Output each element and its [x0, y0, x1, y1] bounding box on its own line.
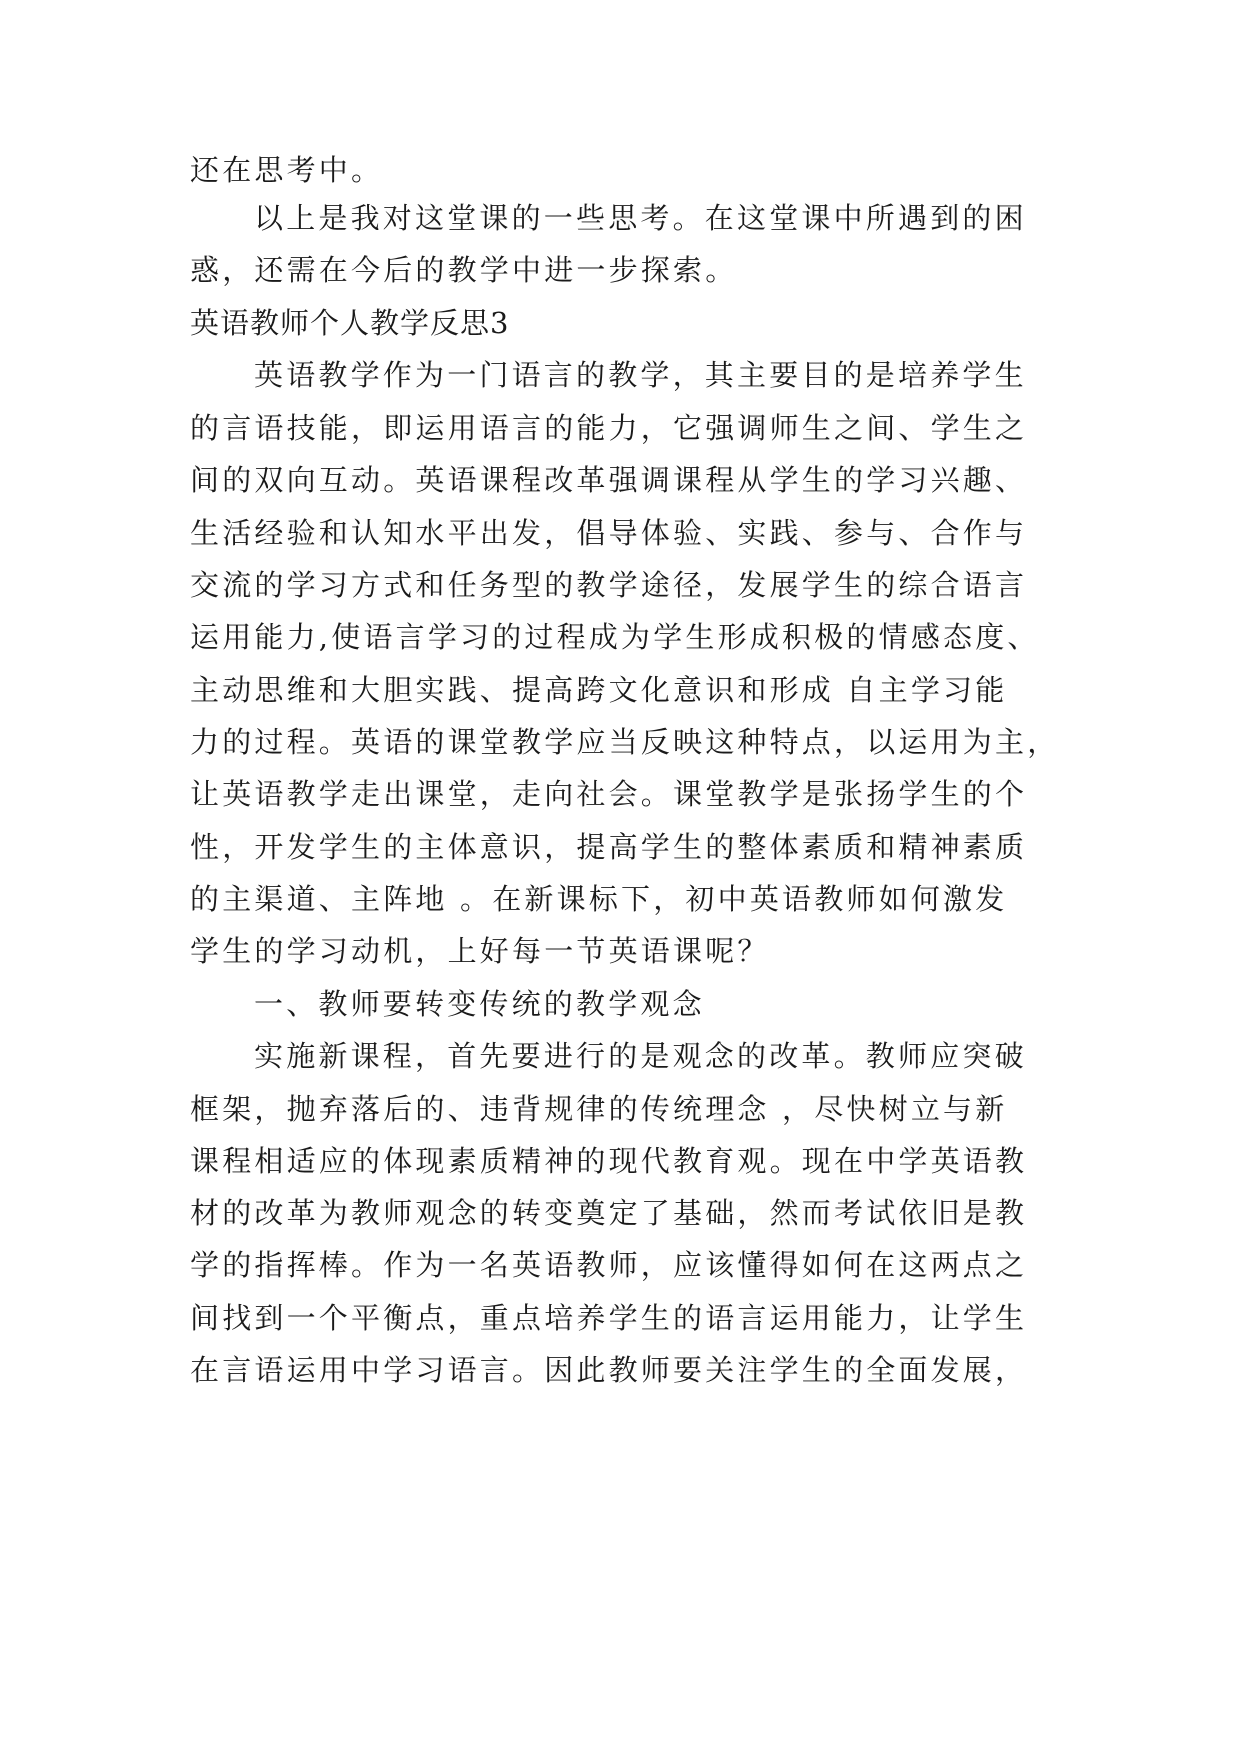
text-line: 主动思维和大胆实践、提高跨文化意识和形成 自主学习能 [190, 673, 1008, 707]
text-line: 学生的学习动机，上好每一节英语课呢？ [190, 934, 770, 968]
text-line: 课程相适应的体现素质精神的现代教育观。现在中学英语教 [190, 1144, 1028, 1178]
text-line: 在言语运用中学习语言。因此教师要关注学生的全面发展， [190, 1353, 1028, 1387]
text-line: 还在思考中。 [190, 153, 384, 187]
text-line: 以上是我对这堂课的一些思考。在这堂课中所遇到的困 [254, 201, 1027, 235]
text-line: 间找到一个平衡点，重点培养学生的语言运用能力，让学生 [190, 1301, 1028, 1335]
text-line: 的主渠道、主阵地 。在新课标下，初中英语教师如何激发 [190, 882, 1008, 916]
text-line: 运用能力,使语言学习的过程成为学生形成积极的情感态度、 [190, 620, 1040, 654]
text-line: 让英语教学走出课堂，走向社会。课堂教学是张扬学生的个 [190, 777, 1028, 811]
text-line: 交流的学习方式和任务型的教学途径，发展学生的综合语言 [190, 568, 1028, 602]
text-line: 力的过程。英语的课堂教学应当反映这种特点，以运用为主， [190, 725, 1060, 759]
section-subheading: 一、教师要转变传统的教学观念 [254, 987, 705, 1021]
text-line: 学的指挥棒。作为一名英语教师，应该懂得如何在这两点之 [190, 1248, 1028, 1282]
text-line: 材的改革为教师观念的转变奠定了基础，然而考试依旧是教 [190, 1196, 1028, 1230]
section-heading: 英语教师个人教学反思3 [190, 306, 510, 340]
text-line: 实施新课程，首先要进行的是观念的改革。教师应突破 [254, 1039, 1027, 1073]
text-line: 的言语技能，即运用语言的能力，它强调师生之间、学生之 [190, 411, 1028, 445]
text-line: 英语教学作为一门语言的教学，其主要目的是培养学生 [254, 358, 1027, 392]
text-line: 惑，还需在今后的教学中进一步探索。 [190, 253, 738, 287]
text-line: 框架，抛弃落后的、违背规律的传统理念 ，尽快树立与新 [190, 1092, 1008, 1126]
text-line: 生活经验和认知水平出发，倡导体验、实践、参与、合作与 [190, 516, 1028, 550]
text-line: 间的双向互动。英语课程改革强调课程从学生的学习兴趣、 [190, 463, 1028, 497]
text-line: 性，开发学生的主体意识，提高学生的整体素质和精神素质 [190, 830, 1028, 864]
